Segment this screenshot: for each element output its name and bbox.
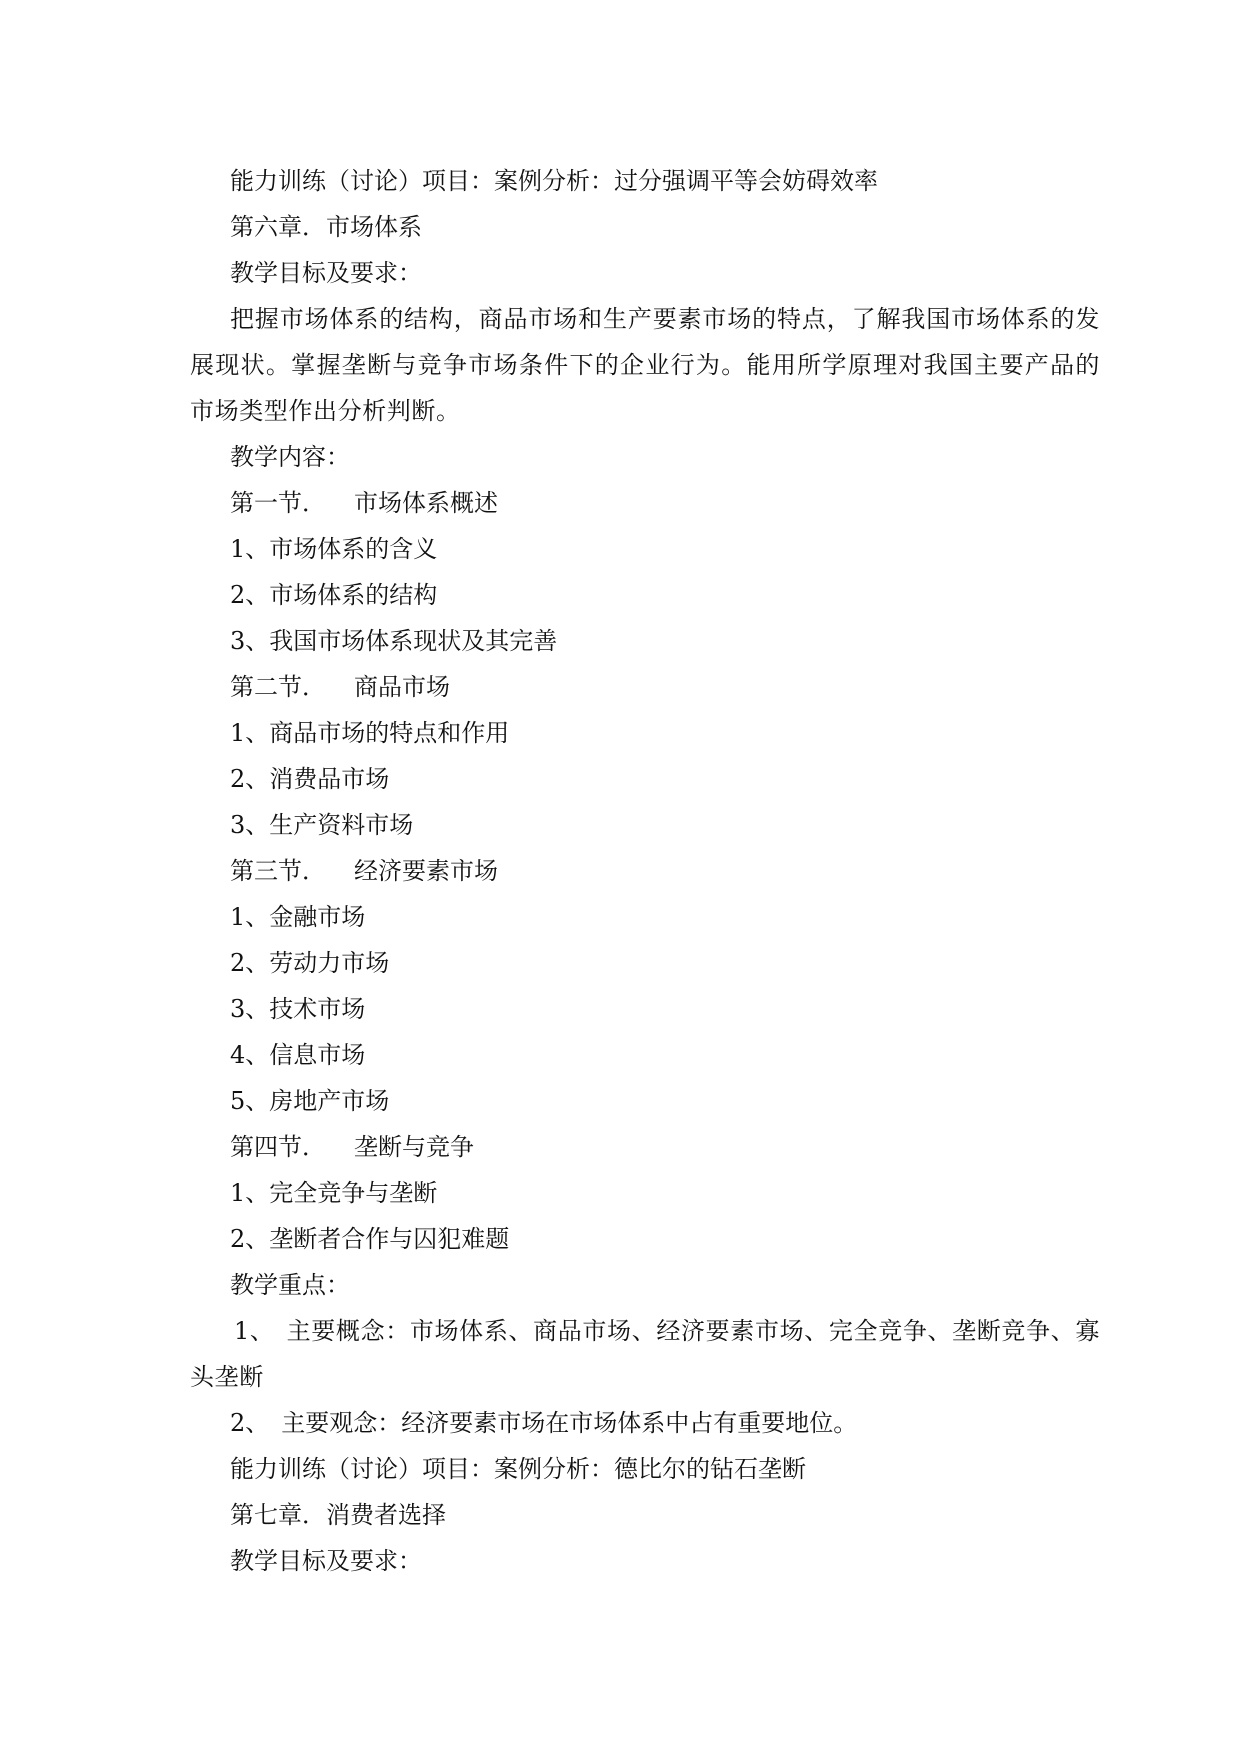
list-item: 1、商品市场的特点和作用 [230, 719, 510, 747]
key-point-text: 主要概念：市场体系、商品市场、经济要素市场、完全竞争、垄断竞争、寡头垄断 [190, 1317, 1100, 1391]
key-point-number: 2、 [230, 1409, 270, 1437]
section-label: 教学目标及要求： [230, 259, 422, 287]
list-item: 1、完全竞争与垄断 [230, 1179, 438, 1207]
document-body [190, 158, 1100, 1584]
objectives-paragraph: 把握市场体系的结构，商品市场和生产要素市场的特点，了解我国市场体系的发展现状。掌握垄断与竞争市场条件下的企业行为。能用所学原理对我国主要产品的市场类型作出分析判断。 [190, 305, 1100, 425]
section-heading [190, 1124, 1100, 1170]
key-point-number: 1、 [234, 1317, 275, 1345]
section-title: 商品市场 [354, 673, 450, 701]
training-project-line: 能力训练（讨论）项目：案例分析：德比尔的钻石垄断 [230, 1455, 806, 1483]
list-item: 2、消费品市场 [230, 765, 390, 793]
section-number: 第二节． [230, 673, 326, 701]
list-item: 2、市场体系的结构 [230, 581, 438, 609]
section-heading [190, 480, 1100, 526]
list-item: 2、垄断者合作与囚犯难题 [230, 1225, 510, 1253]
key-point-item [190, 1308, 1100, 1400]
list-item: 4、信息市场 [230, 1041, 366, 1069]
training-project-line: 能力训练（讨论）项目：案例分析：过分强调平等会妨碍效率 [230, 167, 878, 195]
list-item: 3、技术市场 [230, 995, 366, 1023]
section-number: 第四节． [230, 1133, 326, 1161]
list-item: 3、生产资料市场 [230, 811, 414, 839]
section-label: 教学重点： [230, 1271, 350, 1299]
chapter-heading: 第六章．市场体系 [230, 213, 422, 241]
key-point-item [190, 1400, 1100, 1446]
section-label: 教学目标及要求： [230, 1547, 422, 1575]
section-title: 垄断与竞争 [354, 1133, 474, 1161]
key-point-text: 主要观念：经济要素市场在市场体系中占有重要地位。 [281, 1409, 858, 1437]
list-item: 1、金融市场 [230, 903, 366, 931]
section-heading [190, 664, 1100, 710]
chapter-heading: 第七章．消费者选择 [230, 1501, 446, 1529]
section-number: 第一节． [230, 489, 326, 517]
section-label: 教学内容： [230, 443, 350, 471]
list-item: 2、劳动力市场 [230, 949, 390, 977]
list-item: 5、房地产市场 [230, 1087, 390, 1115]
list-item: 1、市场体系的含义 [230, 535, 438, 563]
list-item: 3、我国市场体系现状及其完善 [230, 627, 558, 655]
section-heading [190, 848, 1100, 894]
section-title: 市场体系概述 [354, 489, 498, 517]
section-number: 第三节． [230, 857, 326, 885]
section-title: 经济要素市场 [354, 857, 498, 885]
